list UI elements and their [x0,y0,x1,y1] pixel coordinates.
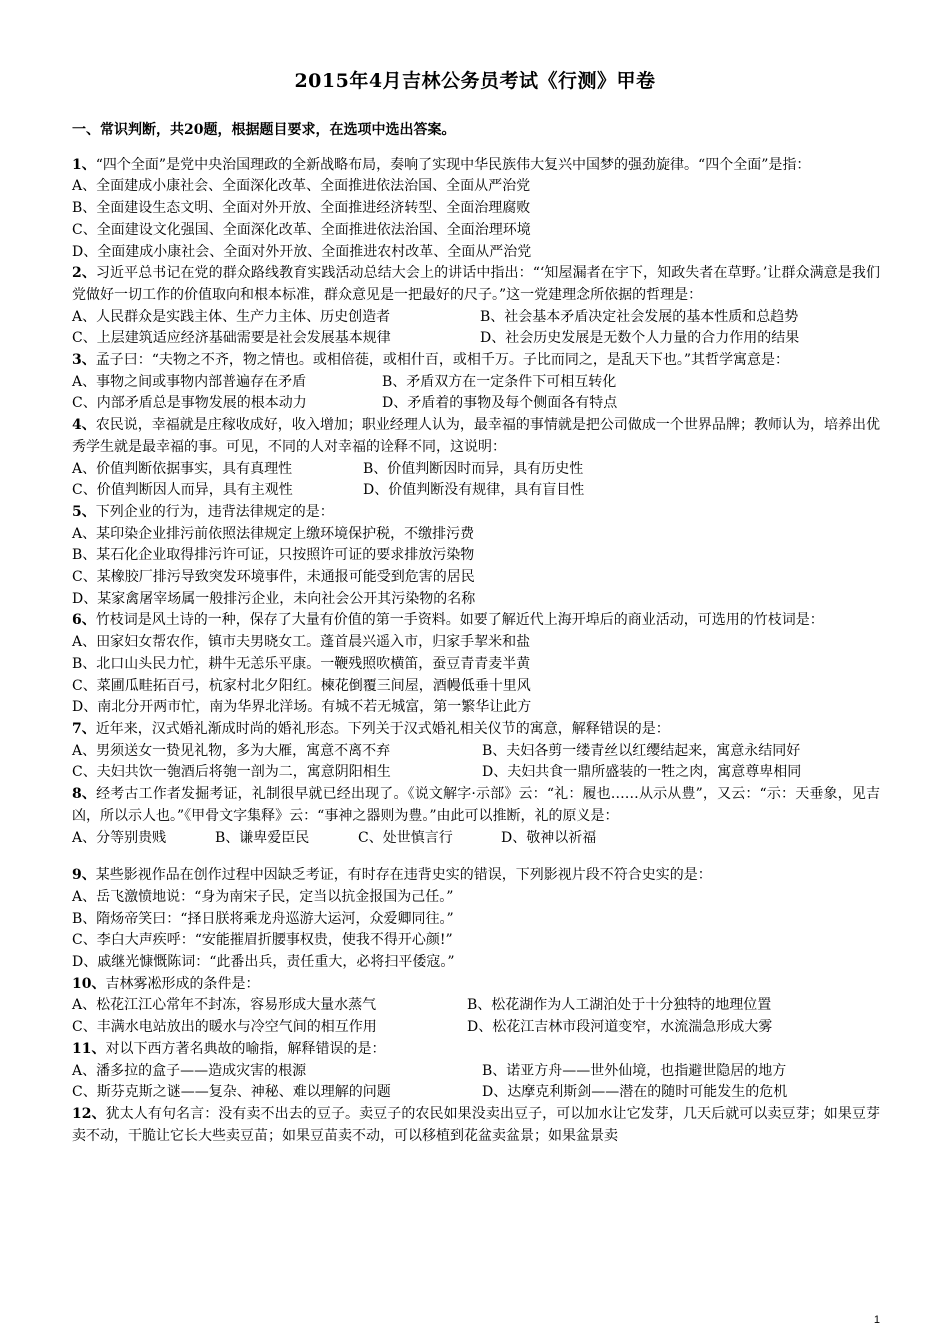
question-number: 9、 [72,867,96,884]
question-text: 对以下西方著名典故的喻指，解释错误的是： [105,1040,386,1057]
option-c: C、内部矛盾总是事物发展的根本动力 [72,395,307,412]
question-text: 吉林雾凇形成的条件是： [105,975,260,992]
question-text: 习近平总书记在党的群众路线教育实践活动总结大会上的讲话中指出：“‘知屋漏者在宇下，知政失者在草野。’让群众满意是我们党做好一切工作的价值取向和根本标准，群众意见是一把最好的尺子。”这一党建理念所依据的哲理是： [72,265,880,303]
option-c: C、李白大声疾呼：“安能摧眉折腰事权贵，使我不得开心颜!” [72,932,453,949]
option-b: B、夫妇各剪一缕青丝以红缨结起来，寓意永结同好 [482,742,801,759]
question-number: 6、 [72,612,96,629]
option-a: A、价值判断依据事实，具有真理性 [72,460,293,477]
option-d: D、全面建成小康社会、全面对外开放、全面推进农村改革、全面从严治党 [72,243,532,260]
question-9 [72,865,880,974]
question-number: 12、 [72,1105,106,1122]
option-c: C、上层建筑适应经济基础需要是社会发展基本规律 [72,330,391,347]
document-title: 2015年4月吉林公务员考试《行测》甲卷 [294,70,656,92]
option-a: A、事物之间或事物内部普遍存在矛盾 [72,373,307,390]
option-c: C、丰满水电站放出的暖水与冷空气间的相互作用 [72,1019,377,1036]
option-b: B、社会基本矛盾决定社会发展的基本性质和总趋势 [480,308,799,325]
option-d: D、某家禽屠宰场属一般排污企业，未向社会公开其污染物的名称 [72,590,476,607]
question-10 [72,974,880,1039]
option-row [72,1061,880,1083]
option-d: D、社会历史发展是无数个人力量的合力作用的结果 [480,330,800,347]
option-b: B、矛盾双方在一定条件下可相互转化 [382,373,617,390]
option-c: C、全面建设文化强国、全面深化改革、全面推进依法治国、全面治理环境 [72,221,531,238]
paragraph-gap [72,849,880,865]
question-number: 1、 [72,156,96,173]
question-text: 孟子曰：“夫物之不齐，物之情也。或相倍蓰，或相什百，或相千万。子比而同之，是乱天下也。”其哲学寓意是： [95,352,790,369]
option-b: B、价值判断因时而异，具有历史性 [363,460,584,477]
question-number: 3、 [72,352,96,369]
question-stem [72,155,880,177]
question-5 [72,502,880,611]
option-b: B、某石化企业取得排污许可证，只按照许可证的要求排放污染物 [72,547,475,564]
option-a: A、田家妇女帮农作，镇市夫男晓女工。蓬首晨兴遥入市，归家手挈米和盐 [72,634,531,651]
question-1 [72,155,880,264]
option-a: A、潘多拉的盒子——造成灾害的根源 [72,1062,307,1079]
option-row [72,393,880,415]
question-3 [72,350,880,415]
option-c: C、某橡胶厂排污导致突发环境事件，未通报可能受到危害的居民 [72,569,475,586]
option-a: A、某印染企业排污前依照法律规定上缴环境保护税，不缴排污费 [72,525,475,542]
document-body [72,120,880,1147]
question-6 [72,610,880,719]
option-b: B、谦卑爱臣民 [215,829,310,846]
question-text: 近年来，汉式婚礼渐成时尚的婚礼形态。下列关于汉式婚礼相关仪节的寓意，解释错误的是： [95,720,670,737]
option-d: D、达摩克利斯剑——潜在的随时可能发生的危机 [482,1084,788,1101]
question-number: 2、 [72,265,96,282]
option-a: A、男须送女一贽见礼物，多为大雁，寓意不离不弃 [72,742,391,759]
question-stem [72,974,880,996]
question-number: 5、 [72,503,96,520]
question-text: 某些影视作品在创作过程中因缺乏考证，有时存在违背史实的错误，下列影视片段不符合史实的是： [95,867,712,884]
option-c: C、价值判断因人而异，具有主观性 [72,482,293,499]
option-row [72,741,880,763]
question-text: 犹太人有句名言：没有卖不出去的豆子。卖豆子的农民如果没卖出豆子，可以加水让它发芽，几天后就可以卖豆芽；如果豆芽卖不动，干脆让它长大些卖豆苗；如果豆苗卖不动，可以移植到花盆卖盆景；如果盆景卖 [72,1105,881,1144]
question-stem [72,415,880,458]
question-stem [72,865,880,887]
option-d: D、价值判断没有规律，具有盲目性 [363,482,585,499]
question-stem [72,350,880,372]
question-4 [72,415,880,502]
page-number: 1 [873,1314,880,1326]
option-b: B、北口山头民力忙，耕牛无恙乐平康。一鞭残照吹横笛，蚕豆青青麦半黄 [72,655,531,672]
question-stem [72,263,880,306]
question-stem [72,784,880,827]
option-row [72,1017,880,1039]
question-stem [72,502,880,524]
question-stem [72,610,880,632]
question-7 [72,719,880,784]
option-d: D、敬神以祈福 [501,829,597,846]
option-row [72,995,880,1017]
question-text: 农民说，幸福就是庄稼收成好，收入增加；职业经理人认为，最幸福的事情就是把公司做成一个世界品牌；教师认为，培养出优秀学生就是最幸福的事。可见，不同的人对幸福的诠释不同，这说明： [72,417,880,455]
option-row [72,372,880,394]
option-row [72,307,880,329]
option-b: B、诺亚方舟——世外仙境，也指避世隐居的地方 [482,1062,787,1079]
option-d: D、矛盾着的事物及每个侧面各有特点 [382,395,618,412]
option-a: A、岳飞激愤地说：“身为南宋子民，定当以抗金报国为己任。” [72,888,454,905]
option-c: C、斯芬克斯之谜——复杂、神秘、难以理解的问题 [72,1084,391,1101]
option-c: C、夫妇共饮一匏酒后将匏一剖为二，寓意阴阳相生 [72,764,391,781]
question-text: 竹枝词是风土诗的一种，保存了大量有价值的第一手资料。如要了解近代上海开埠后的商业活动，可选用的竹枝词是： [95,612,824,629]
question-11 [72,1039,880,1104]
option-row [72,328,880,350]
option-b: B、松花湖作为人工湖泊处于十分独特的地理位置 [467,997,772,1014]
question-text: 经考古工作者发掘考证，礼制很早就已经出现了。《说文解字·示部》云：“礼：履也……从示从豊”，又云：“示：天垂象，见吉凶，所以示人也。”《甲骨文字集释》云：“事神之器则为豊。”由此可以推断，礼的原义是： [72,786,881,824]
question-stem [72,1039,880,1061]
question-number: 7、 [72,720,96,737]
option-d: D、南北分开两市忙，南为华界北洋场。有城不若无城富，第一繁华让此方 [72,699,532,716]
option-d: D、松花江吉林市段河道变窄，水流湍急形成大雾 [467,1019,773,1036]
question-number: 4、 [72,417,96,434]
option-b: B、全面建设生态文明、全面对外开放、全面推进经济转型、全面治理腐败 [72,200,531,217]
question-2 [72,263,880,350]
question-number: 8、 [72,786,97,803]
question-number: 10、 [72,975,106,992]
option-b: B、隋炀帝笑曰：“择日朕将乘龙舟巡游大运河，众爱卿同往。” [72,910,454,927]
question-8 [72,784,880,849]
option-c: C、处世慎言行 [358,829,453,846]
option-d: D、夫妇共食一鼎所盛装的一牲之肉，寓意尊卑相同 [482,764,802,781]
question-stem [72,719,880,741]
question-text: “四个全面”是党中央治国理政的全新战略布局，奏响了实现中华民族伟大复兴中国梦的强劲旋律。“四个全面”是指： [95,156,811,173]
question-text: 下列企业的行为，违背法律规定的是： [95,503,334,520]
option-row [72,1082,880,1104]
option-a: A、人民群众是实践主体、生产力主体、历史创造者 [72,308,391,325]
option-row [72,480,880,502]
option-c: C、菜圃瓜畦拓百弓，杭家村北夕阳红。楝花倒覆三间屋，酒幔低垂十里风 [72,677,531,694]
option-a: A、松花江江心常年不封冻，容易形成大量水蒸气 [72,997,377,1014]
option-row [72,459,880,481]
question-stem [72,1104,880,1147]
option-d: D、戚继光慷慨陈词：“此番出兵，责任重大，必将扫平倭寇。” [72,954,455,971]
option-row [72,828,880,850]
question-number: 11、 [72,1040,106,1057]
option-a: A、分等别贵贱 [72,829,167,846]
section-heading: 一、常识判断，共20题，根据题目要求，在选项中选出答案。 [72,122,456,138]
option-a: A、全面建成小康社会、全面深化改革、全面推进依法治国、全面从严治党 [72,178,531,195]
option-row [72,762,880,784]
question-12 [72,1104,880,1147]
